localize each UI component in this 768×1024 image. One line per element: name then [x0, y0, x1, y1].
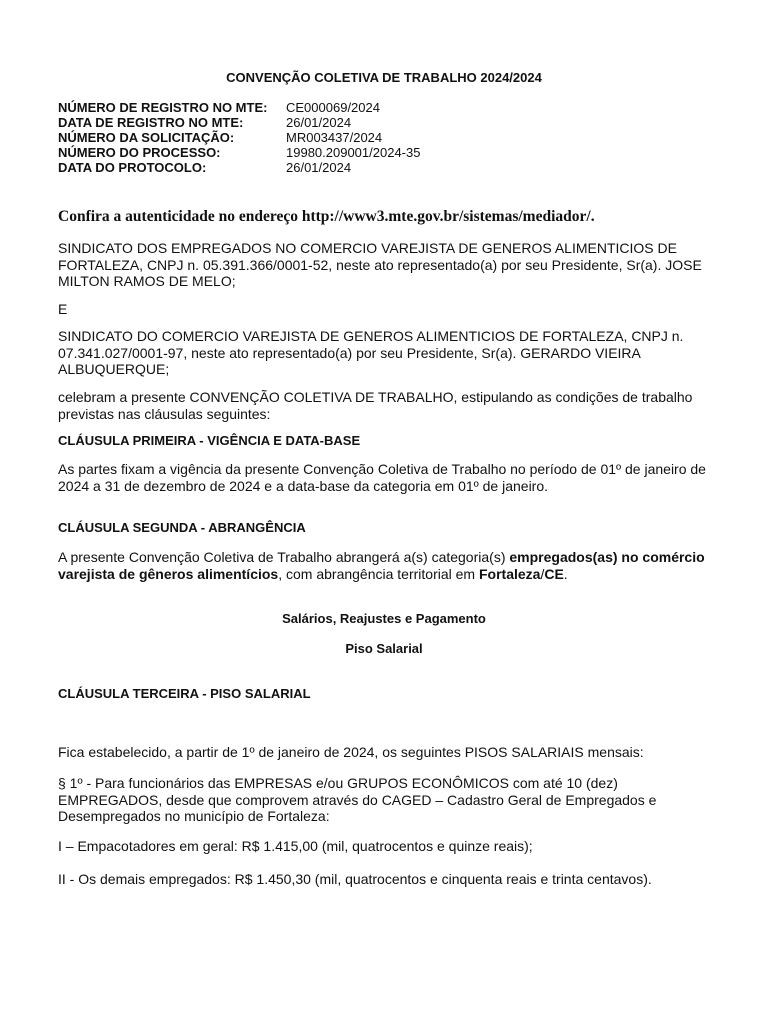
document-title: CONVENÇÃO COLETIVA DE TRABALHO 2024/2024 [226, 70, 542, 85]
clause3-item2: II - Os demais empregados: R$ 1.450,30 (mil, quatrocentos e cinquenta reais e trinta centavos). [58, 871, 652, 887]
clause1-text: As partes fixam a vigência da presente Convenção Coletiva de Trabalho no período de 01º de janeiro de 2024 a 31 de dezembro de 2024 e a data-base da categoria em 01º de janeiro. [58, 461, 706, 494]
clause2-state: CE [544, 565, 564, 582]
clause2-period: . [563, 565, 568, 582]
registration-label: NÚMERO DE REGISTRO NO MTE: [58, 100, 268, 115]
registration-value: 26/01/2024 [286, 160, 352, 175]
registration-row [58, 160, 420, 175]
clause2-city: Fortaleza [478, 565, 541, 582]
registration-label: NÚMERO DA SOLICITAÇÃO: [58, 130, 235, 145]
clause3-heading: CLÁUSULA TERCEIRA - PISO SALARIAL [58, 686, 311, 701]
clause3-item1: I – Empacotadores em geral: R$ 1.415,00 (mil, quatrocentos e quinze reais); [58, 838, 533, 854]
party1-paragraph: SINDICATO DOS EMPREGADOS NO COMERCIO VAREJISTA DE GENEROS ALIMENTICIOS DE FORTALEZA, CNPJ n. 05.391.366/0001-52, neste ato representado(a) por seu Presidente, Sr(a). JOSE MILTON RAMOS DE MELO; [58, 240, 702, 289]
authenticity-notice: Confira a autenticidade no endereço http://www3.mte.gov.br/sistemas/mediador/. [58, 208, 595, 225]
registration-value: 26/01/2024 [286, 115, 352, 130]
party2-paragraph: SINDICATO DO COMERCIO VAREJISTA DE GENEROS ALIMENTICIOS DE FORTALEZA, CNPJ n. 07.341.027/0001-97, neste ato representado(a) por seu Presidente, Sr(a). GERARDO VIEIRA ALBUQUERQUE; [58, 328, 684, 377]
registration-label: DATA DE REGISTRO NO MTE: [58, 115, 244, 130]
registration-value: CE000069/2024 [286, 100, 380, 115]
conjunction-e: E [58, 301, 68, 317]
registration-label: NÚMERO DO PROCESSO: [58, 145, 221, 160]
registration-label: DATA DO PROTOCOLO: [58, 160, 207, 175]
clause2-text-part: A presente Convenção Coletiva de Trabalho abrangerá a(s) categoria(s) [58, 549, 510, 565]
registration-row [58, 145, 420, 160]
registration-value: MR003437/2024 [286, 130, 383, 145]
registration-table [58, 100, 420, 175]
clause2-slash: / [540, 565, 545, 582]
clause2-text-part: , com abrangência territorial em [278, 565, 479, 582]
registration-row [58, 100, 420, 115]
section-heading: Salários, Reajustes e Pagamento [282, 611, 486, 626]
clause2-category: empregados(as) no comércio varejista de gêneros alimentícios [58, 549, 705, 582]
clause2-heading: CLÁUSULA SEGUNDA - ABRANGÊNCIA [58, 520, 306, 535]
registration-row [58, 115, 420, 130]
registration-value: 19980.209001/2024-35 [286, 145, 421, 160]
clause3-paragraph1: § 1º - Para funcionários das EMPRESAS e/ou GRUPOS ECONÔMICOS com até 10 (dez) EMPREGADOS, desde que comprovem através do CAGED – Cadastro Geral de Empregados e Desempregados no município de Fortaleza: [58, 775, 657, 824]
clause2-text [58, 549, 718, 582]
celebrate-paragraph: celebram a presente CONVENÇÃO COLETIVA DE TRABALHO, estipulando as condições de trabalho previstas nas cláusulas seguintes: [58, 389, 693, 422]
subsection-heading: Piso Salarial [345, 641, 423, 656]
clause3-intro: Fica estabelecido, a partir de 1º de janeiro de 2024, os seguintes PISOS SALARIAIS mensais: [58, 744, 644, 760]
registration-row [58, 130, 420, 145]
clause1-heading: CLÁUSULA PRIMEIRA - VIGÊNCIA E DATA-BASE [58, 433, 361, 448]
